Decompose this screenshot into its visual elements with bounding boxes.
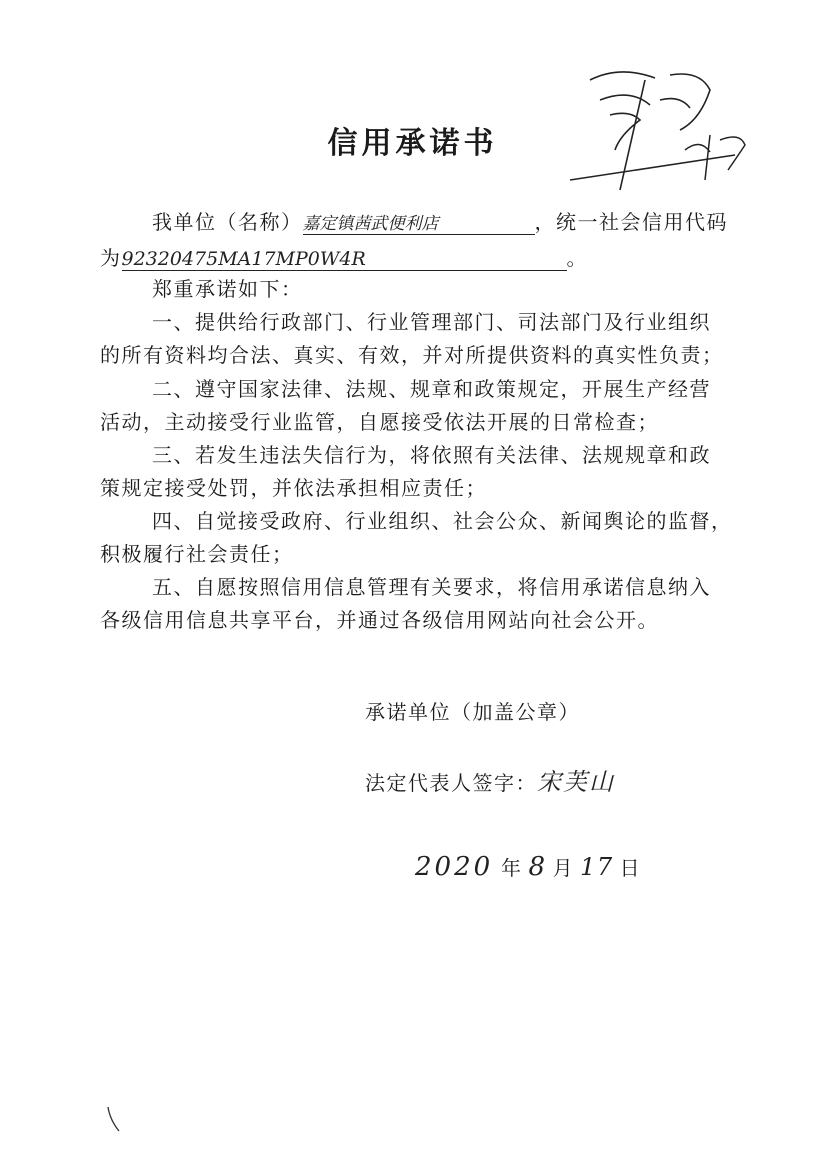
item-1-line-1: 一、提供给行政部门、行业管理部门、司法部门及行业组织 [152, 310, 711, 334]
legal-rep-line [365, 762, 615, 797]
company-name-handwritten: 嘉定镇茜武便利店 [303, 209, 535, 235]
item-3-line-2: 策规定接受处罚，并依法承担相应责任； [100, 476, 487, 500]
code-prefix: 为 [100, 246, 122, 270]
item-5-line-1: 五、自愿按照信用信息管理有关要求，将信用承诺信息纳入 [152, 575, 711, 599]
document-title: 信用承诺书 [327, 126, 498, 161]
intro-line-1 [152, 206, 728, 235]
date-month-label: 月 [552, 856, 575, 880]
item-4-line-1: 四、自觉接受政府、行业组织、社会公众、新闻舆论的监督， [152, 509, 733, 533]
item-3-line-1: 三、若发生违法失信行为，将依照有关法律、法规规章和政 [152, 443, 711, 467]
item-1-line-2: 的所有资料均合法、真实、有效，并对所提供资料的真实性负责； [100, 343, 724, 367]
date-day-label: 日 [619, 856, 642, 880]
date-day-handwritten: 17 [580, 853, 614, 881]
date-year-label: 年 [501, 856, 523, 880]
legal-rep-label: 法定代表人签字： [365, 771, 537, 795]
credit-code-handwritten: 92320475MA17MP0W4R [122, 248, 567, 271]
pledge-heading: 郑重承诺如下： [152, 277, 303, 301]
stray-scan-mark [105, 1105, 125, 1135]
intro-prefix: 我单位（名称） [152, 210, 303, 234]
date-year-handwritten: 2020 [415, 852, 494, 882]
legal-rep-signature: 宋芙山 [537, 768, 615, 796]
item-2-line-1: 二、遵守国家法律、法规、规章和政策规定，开展生产经营 [152, 377, 711, 401]
date-line [415, 852, 641, 882]
date-month-handwritten: 8 [528, 852, 547, 882]
item-4-line-2: 积极履行社会责任； [100, 542, 294, 566]
code-suffix: 。 [566, 246, 588, 270]
item-2-line-2: 活动，主动接受行业监管，自愿接受依法开展的日常检查； [100, 410, 659, 434]
intro-line-2 [100, 242, 588, 271]
intro-middle: ，统一社会信用代码 [534, 210, 728, 234]
commitment-unit-label: 承诺单位（加盖公章） [365, 700, 580, 724]
item-5-line-2: 各级信用信息共享平台，并通过各级信用网站向社会公开。 [100, 608, 659, 632]
